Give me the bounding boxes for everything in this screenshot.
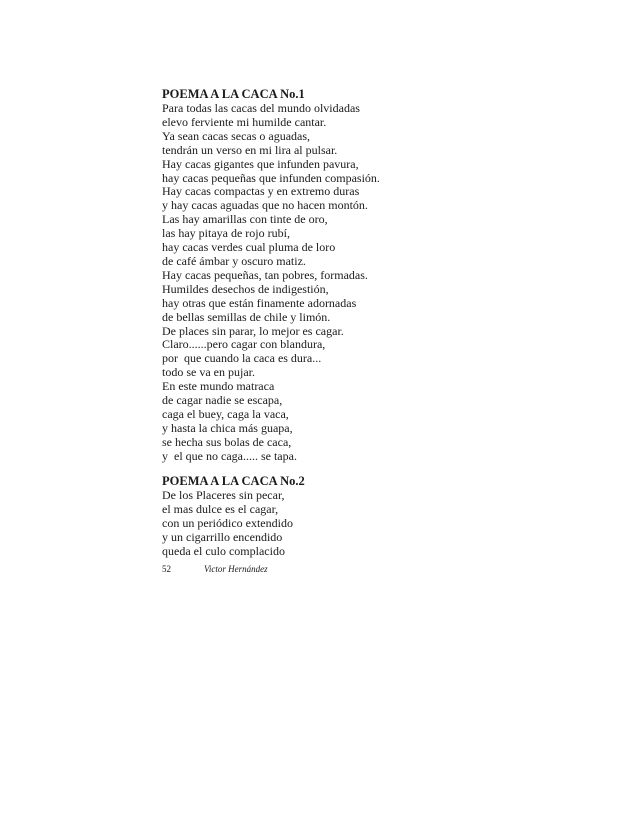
- poem-2-title: POEMA A LA CACA No.2: [162, 474, 305, 488]
- verse-line: queda el culo complacido: [162, 543, 285, 558]
- verse-line: y un cigarrillo encendido: [162, 529, 283, 544]
- verse-line: Hay cacas gigantes que infunden pavura,: [162, 156, 359, 171]
- poem-1-title: POEMA A LA CACA No.1: [162, 87, 305, 101]
- poem-1-verses: [162, 102, 542, 464]
- verse-line: Ya sean cacas secas o aguadas,: [162, 128, 311, 143]
- verse-line: y el que no caga..... se tapa.: [162, 448, 297, 463]
- verse-line: de cagar nadie se escapa,: [162, 393, 283, 408]
- verse-line: Para todas las cacas del mundo olvidadas: [162, 101, 360, 115]
- verse-line: y hasta la chica más guapa,: [162, 420, 293, 435]
- verse-line: todo se va en pujar.: [162, 365, 255, 380]
- verse-line: elevo ferviente mi humilde cantar.: [162, 114, 327, 129]
- verse-line: hay cacas verdes cual pluma de loro: [162, 240, 336, 255]
- verse-line: Humildes desechos de indigestión,: [162, 281, 329, 296]
- verse-line: tendrán un verso en mi lira al pulsar.: [162, 142, 338, 157]
- verse-line: hay otras que están finamente adornadas: [162, 295, 357, 310]
- poem-1: [162, 86, 542, 464]
- verse-line: por que cuando la caca es dura...: [162, 351, 322, 366]
- verse-line: se hecha sus bolas de caca,: [162, 434, 292, 449]
- page-footer: [162, 564, 268, 574]
- verse-line: y hay cacas aguadas que no hacen montón.: [162, 198, 368, 213]
- verse-line: las hay pitaya de rojo rubí,: [162, 226, 290, 241]
- verse-line: el mas dulce es el cagar,: [162, 501, 279, 516]
- author-name: Victor Hernández: [204, 564, 268, 574]
- verse-line: Claro......pero cagar con blandura,: [162, 337, 326, 352]
- verse-line: De places sin parar, lo mejor es cagar.: [162, 323, 344, 338]
- verse-line: De los Placeres sin pecar,: [162, 488, 285, 502]
- poem-2: [162, 473, 542, 559]
- verse-line: de bellas semillas de chile y limón.: [162, 309, 331, 324]
- verse-line: caga el buey, caga la vaca,: [162, 406, 289, 421]
- verse-line: Las hay amarillas con tinte de oro,: [162, 212, 328, 227]
- verse-line: con un periódico extendido: [162, 515, 293, 530]
- verse-line: En este mundo matraca: [162, 379, 275, 394]
- page-number: 52: [162, 564, 171, 574]
- verse-line: Hay cacas compactas y en extremo duras: [162, 184, 360, 199]
- verse-line: hay cacas pequeñas que infunden compasión.: [162, 170, 380, 185]
- verse-line: de café ámbar y oscuro matiz.: [162, 253, 306, 268]
- poem-2-verses: [162, 489, 542, 559]
- verse-line: Hay cacas pequeñas, tan pobres, formadas.: [162, 267, 368, 282]
